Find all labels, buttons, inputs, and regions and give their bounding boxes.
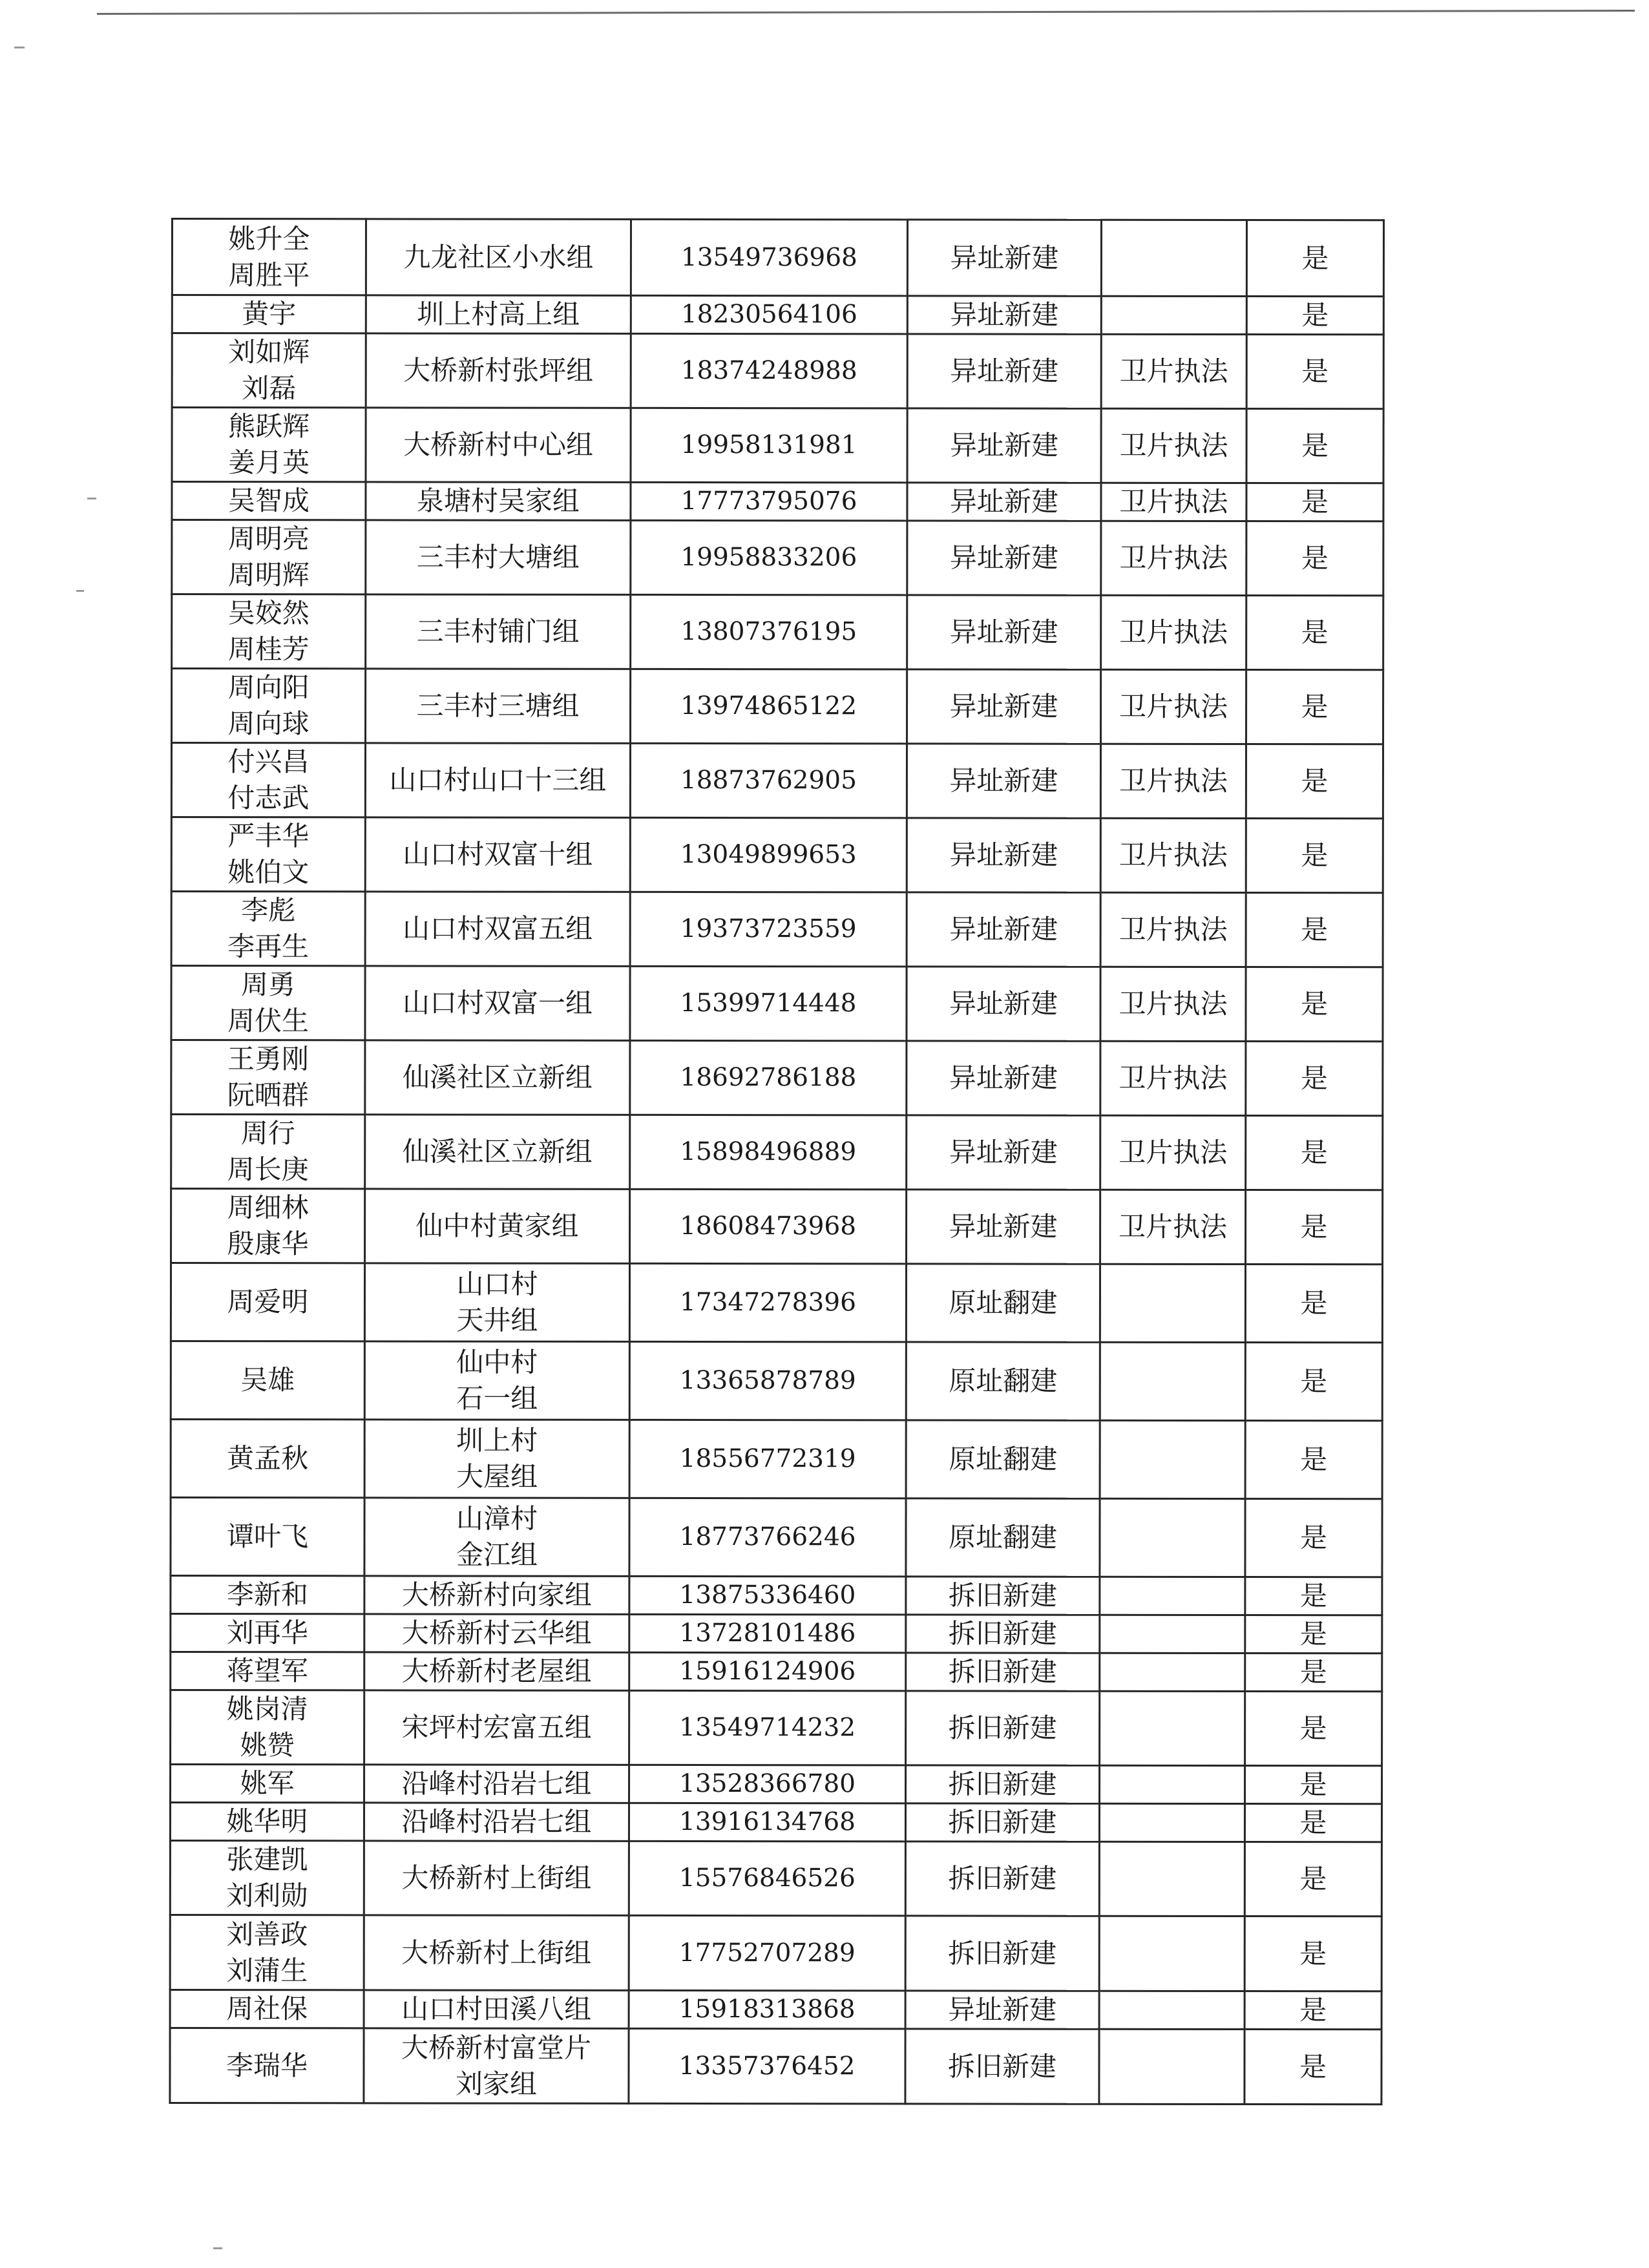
build-type-cell: 拆旧新建 xyxy=(905,1803,1099,1842)
confirmed-cell: 是 xyxy=(1245,1842,1381,1916)
enforcement-cell xyxy=(1099,2029,1245,2104)
phone-cell: 15916124906 xyxy=(629,1652,906,1691)
owner-names-cell xyxy=(171,1341,364,1420)
owner-names-cell xyxy=(171,1765,364,1803)
table-row xyxy=(170,1990,1381,2029)
scan-speck xyxy=(76,590,84,592)
confirmed-cell: 是 xyxy=(1245,1916,1381,1991)
address-cell-line: 圳上村高上组 xyxy=(417,298,580,330)
table-row xyxy=(171,1652,1382,1692)
address-cell xyxy=(364,1915,629,1991)
address-cell-line: 大桥新村富堂片 xyxy=(401,2031,592,2064)
phone-cell: 19958131981 xyxy=(631,408,907,483)
owner-names-cell-line: 周桂芳 xyxy=(227,633,310,666)
owner-names-cell-line: 严丰华 xyxy=(227,820,310,852)
address-cell-line: 山口村双富一组 xyxy=(402,987,593,1019)
confirmed-cell: 是 xyxy=(1246,297,1383,335)
phone-cell: 18230564106 xyxy=(631,295,907,334)
owner-names-cell-line: 周向阳 xyxy=(227,671,310,704)
owner-names-cell-line: 刘再华 xyxy=(226,1617,308,1649)
phone-cell: 13049899653 xyxy=(630,817,907,892)
address-cell-line: 仙溪社区立新组 xyxy=(402,1135,593,1168)
table-row xyxy=(171,1040,1383,1116)
enforcement-cell xyxy=(1100,1264,1245,1342)
address-cell xyxy=(365,817,630,892)
enforcement-cell: 卫片执法 xyxy=(1100,1041,1246,1115)
owner-names-cell-line: 王勇刚 xyxy=(227,1043,309,1075)
enforcement-cell xyxy=(1099,1842,1245,1916)
build-type-cell: 拆旧新建 xyxy=(905,2029,1099,2104)
address-cell xyxy=(364,1652,629,1691)
table-row xyxy=(172,219,1383,297)
build-type-cell: 原址翻建 xyxy=(906,1264,1100,1342)
address-cell xyxy=(364,1498,629,1577)
build-type-cell: 原址翻建 xyxy=(906,1498,1100,1577)
address-cell-line: 泉塘村吴家组 xyxy=(416,485,580,517)
address-cell xyxy=(364,1263,629,1342)
owner-names-cell xyxy=(172,295,366,333)
owner-names-cell-line: 黄宇 xyxy=(242,298,297,330)
enforcement-cell xyxy=(1100,1615,1245,1653)
phone-cell: 13549736968 xyxy=(631,219,907,296)
owner-names-cell-line: 李瑞华 xyxy=(226,2049,308,2081)
address-cell-line: 大桥新村上街组 xyxy=(401,1862,592,1894)
build-type-cell: 异址新建 xyxy=(907,521,1101,595)
build-type-cell: 异址新建 xyxy=(907,334,1101,408)
owner-names-cell xyxy=(172,482,366,520)
owner-names-cell-line: 刘利勋 xyxy=(226,1880,308,1912)
owner-names-cell-line: 姚华明 xyxy=(226,1805,308,1838)
address-cell xyxy=(366,333,631,408)
enforcement-cell: 卫片执法 xyxy=(1101,408,1246,483)
owner-names-cell xyxy=(172,219,366,295)
enforcement-cell: 卫片执法 xyxy=(1100,744,1246,818)
table-row xyxy=(172,594,1383,670)
table-row xyxy=(171,1576,1382,1615)
table-row xyxy=(171,1115,1383,1190)
phone-cell: 13974865122 xyxy=(631,669,907,744)
confirmed-cell: 是 xyxy=(1246,1042,1383,1116)
confirmed-cell: 是 xyxy=(1245,1577,1382,1615)
owner-names-cell-line: 周爱明 xyxy=(227,1286,309,1318)
table-row xyxy=(171,1690,1382,1766)
build-type-cell: 异址新建 xyxy=(907,296,1101,334)
owner-names-cell-line: 李再生 xyxy=(227,930,310,963)
address-cell-line: 大桥新村上街组 xyxy=(401,1936,592,1969)
enforcement-cell xyxy=(1100,1653,1245,1691)
owner-names-cell xyxy=(171,966,365,1040)
owner-names-cell-line: 周社保 xyxy=(226,1993,308,2025)
address-cell-line: 大桥新村老屋组 xyxy=(401,1655,592,1687)
confirmed-cell: 是 xyxy=(1245,2030,1381,2105)
owner-names-cell xyxy=(171,1115,365,1189)
address-cell xyxy=(366,295,631,334)
address-cell-line: 大桥新村云华组 xyxy=(401,1617,592,1649)
address-cell xyxy=(364,1765,629,1803)
confirmed-cell: 是 xyxy=(1245,1804,1381,1842)
address-cell-line: 三丰村三塘组 xyxy=(416,689,580,722)
phone-cell: 13528366780 xyxy=(629,1765,906,1803)
table-body xyxy=(170,219,1384,2105)
address-cell-line: 沿峰村沿岩七组 xyxy=(401,1767,592,1800)
owner-names-cell-line: 周勇 xyxy=(241,969,296,1001)
owner-names-cell xyxy=(171,1040,365,1115)
phone-cell: 13916134768 xyxy=(629,1803,905,1842)
build-type-cell: 异址新建 xyxy=(907,967,1100,1041)
owner-names-cell-line: 刘如辉 xyxy=(228,336,310,368)
table-row xyxy=(170,1841,1381,1916)
address-cell xyxy=(364,2028,629,2104)
table-row xyxy=(171,1263,1382,1343)
build-type-cell: 异址新建 xyxy=(907,744,1100,818)
table-row xyxy=(171,1189,1383,1265)
confirmed-cell: 是 xyxy=(1245,1343,1382,1421)
confirmed-cell: 是 xyxy=(1245,1991,1381,2030)
address-cell-line: 大屋组 xyxy=(456,1460,538,1493)
confirmed-cell: 是 xyxy=(1246,967,1383,1042)
build-type-cell: 异址新建 xyxy=(905,1991,1099,2029)
enforcement-cell xyxy=(1099,1916,1245,1991)
enforcement-cell xyxy=(1100,1342,1245,1420)
phone-cell: 17347278396 xyxy=(629,1263,906,1342)
owner-names-cell-line: 刘磊 xyxy=(242,372,297,404)
table-row xyxy=(170,1915,1381,1991)
build-type-cell: 拆旧新建 xyxy=(906,1691,1100,1765)
phone-cell: 19958833206 xyxy=(631,520,907,595)
owner-names-cell-line: 吴雄 xyxy=(240,1364,295,1396)
address-cell-line: 九龙社区小水组 xyxy=(403,240,594,273)
address-cell xyxy=(365,743,630,818)
table-row xyxy=(172,669,1383,744)
phone-cell: 13875336460 xyxy=(629,1576,906,1615)
address-cell-line: 仙溪社区立新组 xyxy=(402,1061,593,1093)
address-cell xyxy=(365,1189,630,1264)
address-cell xyxy=(365,966,630,1041)
phone-cell: 13357376452 xyxy=(629,2028,905,2104)
address-cell-line: 三丰村铺门组 xyxy=(416,615,580,647)
owner-names-cell xyxy=(171,1263,364,1341)
housing-records-table xyxy=(169,218,1385,2105)
owner-names-cell-line: 姜月英 xyxy=(227,446,310,479)
address-cell-line: 山口村山口十三组 xyxy=(389,764,607,796)
build-type-cell: 异址新建 xyxy=(907,220,1101,296)
address-cell-line: 大桥新村中心组 xyxy=(403,428,594,461)
confirmed-cell: 是 xyxy=(1246,220,1383,297)
phone-cell: 18692786188 xyxy=(630,1040,907,1115)
table-row xyxy=(172,482,1383,521)
owner-names-cell-line: 刘蒲生 xyxy=(226,1954,308,1986)
address-cell xyxy=(364,1341,629,1420)
owner-names-cell-line: 付兴昌 xyxy=(227,746,310,778)
table-row xyxy=(172,333,1383,409)
address-cell-line: 三丰村大塘组 xyxy=(416,541,580,573)
confirmed-cell: 是 xyxy=(1246,409,1383,483)
owner-names-cell-line: 周明辉 xyxy=(227,559,310,591)
build-type-cell: 异址新建 xyxy=(907,595,1101,669)
owner-names-cell-line: 姚赞 xyxy=(240,1729,295,1761)
enforcement-cell xyxy=(1101,296,1246,334)
phone-cell: 15918313868 xyxy=(629,1990,905,2029)
owner-names-cell xyxy=(172,333,366,408)
table-row xyxy=(170,1803,1381,1842)
build-type-cell: 异址新建 xyxy=(907,1115,1100,1190)
confirmed-cell: 是 xyxy=(1246,1190,1383,1265)
address-cell xyxy=(366,520,631,595)
build-type-cell: 异址新建 xyxy=(907,669,1101,744)
confirmed-cell: 是 xyxy=(1246,521,1383,596)
address-cell xyxy=(366,219,631,296)
build-type-cell: 原址翻建 xyxy=(906,1342,1100,1420)
confirmed-cell: 是 xyxy=(1246,744,1383,819)
enforcement-cell xyxy=(1100,1577,1245,1615)
owner-names-cell-line: 吴智成 xyxy=(227,485,310,517)
owner-names-cell xyxy=(171,1498,364,1576)
owner-names-cell xyxy=(171,1690,364,1765)
owner-names-cell-line: 付志武 xyxy=(227,782,310,814)
address-cell-line: 山口村田溪八组 xyxy=(401,1993,592,2025)
enforcement-cell: 卫片执法 xyxy=(1101,483,1246,521)
confirmed-cell: 是 xyxy=(1246,596,1383,670)
build-type-cell: 拆旧新建 xyxy=(906,1765,1100,1803)
confirmed-cell: 是 xyxy=(1246,819,1383,893)
address-cell-line: 石一组 xyxy=(456,1382,538,1414)
phone-cell: 18608473968 xyxy=(630,1189,907,1264)
phone-cell: 18374248988 xyxy=(631,333,907,408)
build-type-cell: 拆旧新建 xyxy=(905,1842,1099,1916)
owner-names-cell-line: 姚伯文 xyxy=(227,856,310,888)
owner-names-cell-line: 黄孟秋 xyxy=(227,1442,309,1475)
phone-cell: 13365878789 xyxy=(629,1341,906,1420)
table-row xyxy=(172,295,1383,335)
owner-names-cell-line: 殷康华 xyxy=(227,1228,309,1260)
owner-names-cell-line: 周明亮 xyxy=(227,523,310,555)
address-cell xyxy=(364,1614,629,1653)
build-type-cell: 异址新建 xyxy=(907,408,1101,483)
address-cell-line: 沿峰村沿岩七组 xyxy=(401,1805,592,1838)
address-cell xyxy=(366,669,631,744)
enforcement-cell: 卫片执法 xyxy=(1100,818,1246,892)
owner-names-cell-line: 李新和 xyxy=(226,1579,308,1611)
owner-names-cell xyxy=(171,743,365,817)
owner-names-cell xyxy=(172,669,366,743)
table-row xyxy=(172,408,1383,483)
enforcement-cell: 卫片执法 xyxy=(1100,1115,1246,1190)
phone-cell: 18773766246 xyxy=(629,1498,906,1577)
address-cell xyxy=(366,408,631,483)
address-cell xyxy=(365,892,630,967)
owner-names-cell xyxy=(171,1576,364,1614)
address-cell-line: 仙中村黄家组 xyxy=(415,1210,579,1242)
owner-names-cell-line: 吴姣然 xyxy=(227,597,310,629)
address-cell-line: 山口村 xyxy=(456,1268,538,1300)
address-cell xyxy=(365,1115,630,1190)
owner-names-cell xyxy=(171,892,365,966)
address-cell-line: 刘家组 xyxy=(455,2068,538,2100)
owner-names-cell-line: 张建凯 xyxy=(226,1843,308,1876)
scan-edge-line xyxy=(97,10,1635,15)
scan-speck xyxy=(213,2247,222,2249)
phone-cell: 15576846526 xyxy=(629,1841,905,1916)
enforcement-cell xyxy=(1101,220,1246,296)
enforcement-cell: 卫片执法 xyxy=(1101,669,1246,744)
owner-names-cell-line: 谭叶飞 xyxy=(226,1520,309,1553)
owner-names-cell xyxy=(171,1420,364,1498)
build-type-cell: 异址新建 xyxy=(907,1190,1100,1264)
owner-names-cell-line: 李彪 xyxy=(241,894,296,927)
enforcement-cell: 卫片执法 xyxy=(1100,1190,1246,1264)
table-row xyxy=(172,520,1383,596)
phone-cell: 15399714448 xyxy=(630,966,907,1041)
confirmed-cell: 是 xyxy=(1245,1615,1382,1654)
enforcement-cell: 卫片执法 xyxy=(1100,967,1246,1041)
confirmed-cell: 是 xyxy=(1245,1766,1382,1804)
owner-names-cell xyxy=(170,1803,364,1841)
address-cell xyxy=(364,1990,629,2029)
owner-names-cell xyxy=(171,1652,364,1690)
address-cell-line: 大桥新村张坪组 xyxy=(403,354,594,386)
address-cell xyxy=(364,1420,629,1498)
confirmed-cell: 是 xyxy=(1245,1654,1382,1692)
owner-names-cell-line: 姚岗清 xyxy=(226,1693,308,1725)
confirmed-cell: 是 xyxy=(1245,1421,1382,1499)
address-cell-line: 宋坪村宏富五组 xyxy=(401,1711,592,1743)
enforcement-cell xyxy=(1099,1991,1245,2029)
owner-names-cell xyxy=(171,1614,364,1652)
scan-speck xyxy=(87,498,96,499)
enforcement-cell: 卫片执法 xyxy=(1100,892,1246,967)
owner-names-cell-line: 姚军 xyxy=(240,1767,295,1800)
scan-speck xyxy=(14,47,25,48)
address-cell-line: 山漳村 xyxy=(456,1502,538,1535)
address-cell-line: 山口村双富十组 xyxy=(403,838,593,870)
address-cell-line: 金江组 xyxy=(456,1538,538,1571)
address-cell xyxy=(364,1841,629,1916)
owner-names-cell xyxy=(170,1915,364,1990)
confirmed-cell: 是 xyxy=(1246,670,1383,744)
address-cell-line: 天井组 xyxy=(456,1304,538,1336)
owner-names-cell-line: 蒋望军 xyxy=(226,1655,308,1687)
owner-names-cell xyxy=(170,1990,364,2028)
confirmed-cell: 是 xyxy=(1245,1265,1382,1343)
owner-names-cell-line: 周向球 xyxy=(227,708,310,740)
owner-names-cell xyxy=(172,408,366,482)
owner-names-cell-line: 周行 xyxy=(240,1117,295,1150)
address-cell xyxy=(364,1690,629,1765)
phone-cell: 13807376195 xyxy=(631,594,907,669)
confirmed-cell: 是 xyxy=(1246,893,1383,967)
address-cell xyxy=(366,482,631,521)
phone-cell: 13728101486 xyxy=(629,1614,906,1653)
enforcement-cell xyxy=(1100,1420,1245,1498)
owner-names-cell xyxy=(171,817,365,892)
owner-names-cell xyxy=(172,594,366,669)
enforcement-cell: 卫片执法 xyxy=(1101,595,1246,669)
table-row xyxy=(171,1498,1382,1577)
owner-names-cell xyxy=(171,1189,365,1263)
table-row xyxy=(171,1341,1382,1421)
owner-names-cell-line: 周细林 xyxy=(227,1192,309,1224)
table-row xyxy=(171,1614,1382,1654)
confirmed-cell: 是 xyxy=(1245,1692,1382,1766)
phone-cell: 13549714232 xyxy=(629,1690,906,1765)
table-row xyxy=(171,1765,1382,1804)
confirmed-cell: 是 xyxy=(1245,1499,1382,1577)
address-cell-line: 圳上村 xyxy=(456,1424,538,1456)
address-cell-line: 仙中村 xyxy=(456,1346,538,1378)
owner-names-cell xyxy=(172,520,366,594)
build-type-cell: 拆旧新建 xyxy=(906,1615,1100,1653)
address-cell xyxy=(364,1803,629,1842)
enforcement-cell: 卫片执法 xyxy=(1101,334,1246,408)
enforcement-cell: 卫片执法 xyxy=(1101,521,1246,595)
phone-cell: 15898496889 xyxy=(630,1115,907,1190)
table-row xyxy=(171,966,1383,1042)
address-cell-line: 山口村双富五组 xyxy=(403,912,593,945)
enforcement-cell xyxy=(1099,1803,1245,1842)
table-row xyxy=(171,1420,1382,1499)
build-type-cell: 异址新建 xyxy=(907,818,1100,892)
address-cell xyxy=(364,1576,629,1615)
address-cell xyxy=(365,1040,630,1115)
address-cell xyxy=(366,594,631,669)
phone-cell: 17752707289 xyxy=(629,1915,905,1991)
owner-names-cell xyxy=(170,2028,364,2103)
enforcement-cell xyxy=(1100,1691,1245,1765)
table-row xyxy=(171,892,1383,967)
owner-names-cell-line: 刘善政 xyxy=(226,1918,308,1950)
owner-names-cell-line: 周长庚 xyxy=(227,1153,309,1186)
owner-names-cell-line: 周胜平 xyxy=(228,258,310,291)
owner-names-cell-line: 阮晒群 xyxy=(227,1079,309,1111)
build-type-cell: 拆旧新建 xyxy=(906,1577,1100,1615)
table-row xyxy=(171,817,1383,893)
build-type-cell: 原址翻建 xyxy=(906,1420,1100,1498)
confirmed-cell: 是 xyxy=(1246,335,1383,409)
owner-names-cell-line: 熊跃辉 xyxy=(228,410,310,443)
build-type-cell: 异址新建 xyxy=(907,1041,1100,1115)
owner-names-cell-line: 姚升全 xyxy=(228,222,310,255)
owner-names-cell-line: 周伏生 xyxy=(227,1005,310,1037)
phone-cell: 18556772319 xyxy=(629,1420,906,1498)
confirmed-cell: 是 xyxy=(1246,1116,1383,1190)
build-type-cell: 拆旧新建 xyxy=(906,1653,1100,1691)
table-row xyxy=(170,2028,1381,2104)
build-type-cell: 异址新建 xyxy=(907,483,1101,521)
enforcement-cell xyxy=(1100,1498,1245,1577)
confirmed-cell: 是 xyxy=(1246,483,1383,521)
enforcement-cell xyxy=(1100,1765,1245,1803)
phone-cell: 19373723559 xyxy=(630,892,907,967)
build-type-cell: 异址新建 xyxy=(907,892,1100,967)
build-type-cell: 拆旧新建 xyxy=(905,1916,1099,1991)
phone-cell: 18873762905 xyxy=(630,743,907,818)
phone-cell: 17773795076 xyxy=(631,482,907,521)
owner-names-cell xyxy=(170,1841,364,1915)
table-row xyxy=(171,743,1383,819)
address-cell-line: 大桥新村向家组 xyxy=(401,1579,592,1611)
